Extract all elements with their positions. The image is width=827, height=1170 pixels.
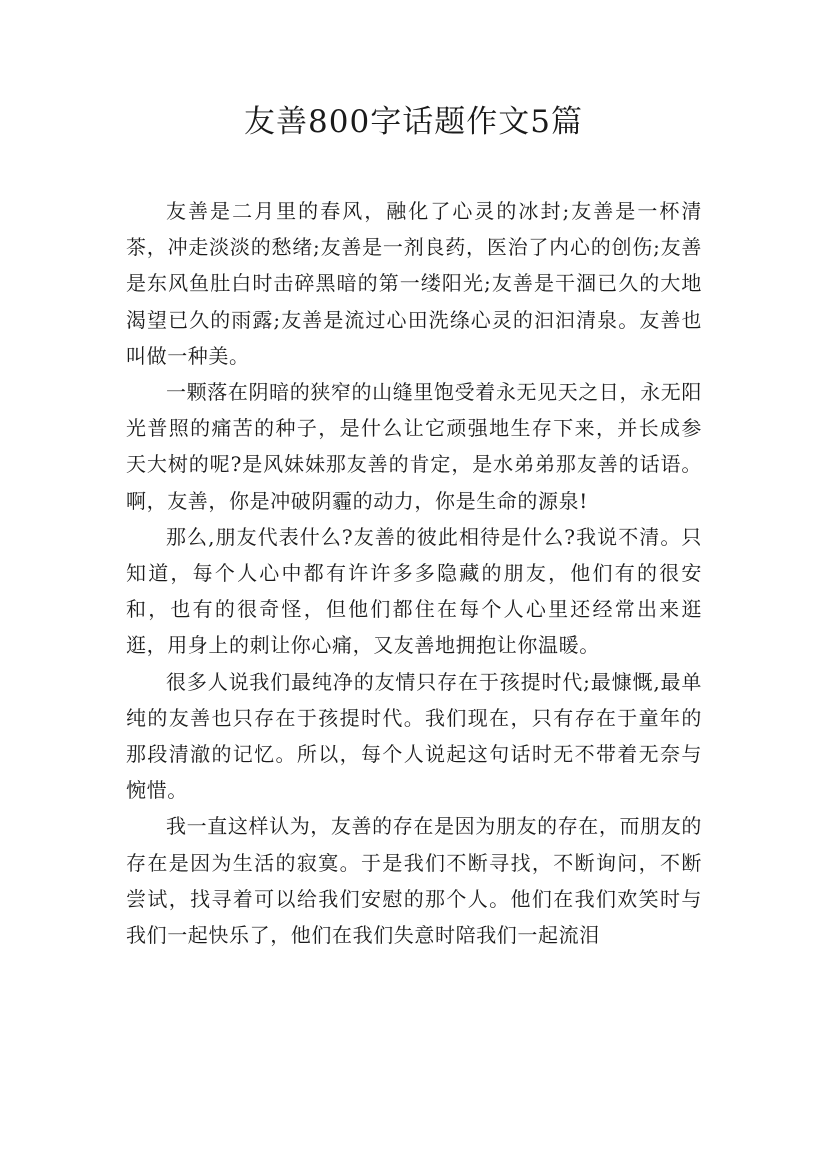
paragraph: 友善是二月里的春风，融化了心灵的冰封;友善是一杯清茶，冲走淡淡的愁绪;友善是一剂良药，医治了内心的创伤;友善是东风鱼肚白时击碎黑暗的第一缕阳光;友善是干涸已久的大地渴望已久的雨露;友善是流过心田洗绦心灵的汩汩清泉。友善也叫做一种美。 xyxy=(126,199,702,368)
paragraph: 一颗落在阴暗的狭窄的山缝里饱受着永无见天之日，永无阳光普照的痛苦的种子，是什么让它顽强地生存下来，并长成参天大树的呢?是风妹妹那友善的肯定，是水弟弟那友善的话语。啊，友善，你是冲破阴霾的动力，你是生命的源泉! xyxy=(126,380,702,513)
paragraph: 我一直这样认为，友善的存在是因为朋友的存在，而朋友的存在是因为生活的寂寞。于是我们不断寻找，不断询问，不断尝试，找寻着可以给我们安慰的那个人。他们在我们欢笑时与我们一起快乐了，他们在我们失意时陪我们一起流泪 xyxy=(126,814,702,948)
paragraph: 那么,朋友代表什么?友善的彼此相待是什么?我说不清。只知道，每个人心中都有许许多多隐藏的朋友，他们有的很安和，也有的很奇怪，但他们都住在每个人心里还经常出来逛逛，用身上的刺让你心痛，又友善地拥抱让你温暖。 xyxy=(126,524,702,658)
document-title: 友善800字话题作文5篇 xyxy=(244,104,583,140)
paragraph: 很多人说我们最纯净的友情只存在于孩提时代;最慷慨,最单纯的友善也只存在于孩提时代。我们现在，只有存在于童年的那段清澈的记忆。所以，每个人说起这句话时无不带着无奈与惋惜。 xyxy=(126,669,702,803)
document-body xyxy=(126,193,702,953)
